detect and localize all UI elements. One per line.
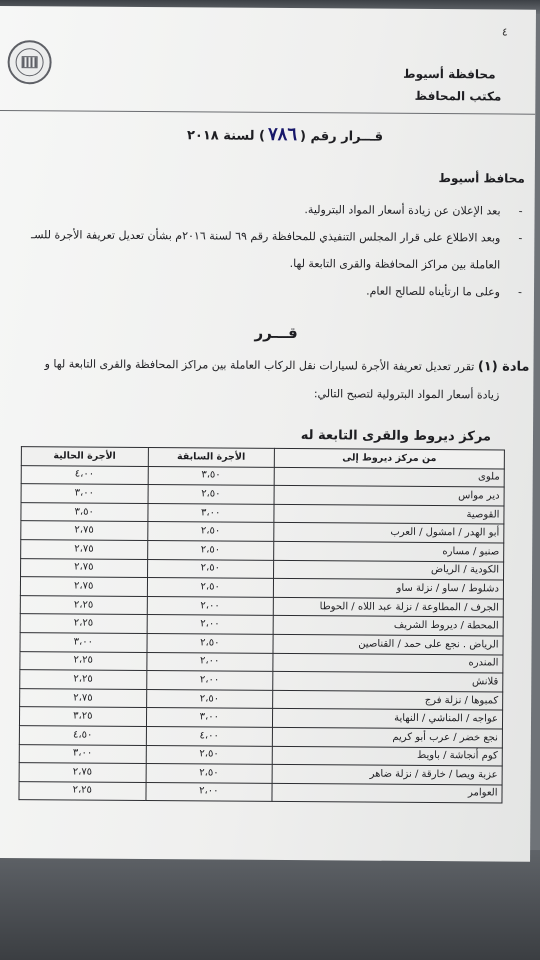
cell-current: ٤،٥٠ bbox=[19, 726, 146, 745]
cell-previous: ٣،٠٠ bbox=[146, 708, 273, 727]
cell-previous: ٢،٥٠ bbox=[146, 689, 273, 708]
cell-destination: عواجه / المناشي / النهاية bbox=[273, 709, 503, 729]
header-previous: الأجرة السابقة bbox=[148, 448, 275, 467]
cell-current: ٣،٥٠ bbox=[21, 502, 148, 521]
cell-previous: ٢،٠٠ bbox=[146, 652, 273, 671]
cell-destination: نجع خضر / عرب أبو كريم bbox=[272, 727, 502, 747]
cell-current: ٢،٧٥ bbox=[20, 688, 147, 707]
cell-previous: ٢،٠٠ bbox=[147, 596, 274, 615]
preamble-item: - بعد الإعلان عن زيادة أسعار المواد البترولية. bbox=[0, 200, 535, 219]
decision-number: ٧٨٦ bbox=[267, 123, 298, 146]
cell-current: ٢،٢٥ bbox=[19, 781, 146, 800]
cell-current: ٢،٧٥ bbox=[21, 558, 148, 577]
cell-destination: القوصية bbox=[274, 504, 504, 524]
governorate-seal-icon bbox=[7, 40, 51, 84]
article-1 bbox=[0, 356, 530, 402]
cell-current: ٢،٢٥ bbox=[20, 614, 147, 633]
fares-table bbox=[18, 446, 504, 804]
preamble-list bbox=[0, 200, 535, 312]
cell-current: ٣،٢٥ bbox=[19, 707, 146, 726]
header-office: مكتب المحافظ bbox=[414, 88, 502, 104]
cell-previous: ٣،٥٠ bbox=[148, 466, 275, 485]
cell-destination: العوامر bbox=[272, 783, 502, 803]
cell-previous: ٢،٠٠ bbox=[146, 671, 273, 690]
page-number: ٤ bbox=[501, 25, 508, 39]
cell-previous: ٢،٥٠ bbox=[147, 522, 274, 541]
governor-title: محافظ أسيوط bbox=[438, 171, 525, 186]
header-governorate: محافظة أسيوط bbox=[403, 66, 496, 82]
cell-destination: المندره bbox=[273, 653, 503, 673]
cell-current: ٢،٧٥ bbox=[19, 763, 146, 782]
cell-current: ٣،٠٠ bbox=[19, 744, 146, 763]
cell-current: ٢،٢٥ bbox=[20, 670, 147, 689]
header-divider bbox=[0, 110, 535, 115]
cell-destination: دير مواس bbox=[274, 486, 504, 506]
article-text: تقرر تعديل تعريفة الأجرة لسيارات نقل الركاب العاملة بين مراكز المحافظة والقرى التابعة لها و bbox=[44, 357, 478, 374]
cell-previous: ٢،٥٠ bbox=[147, 633, 274, 652]
article-text-continued: زيادة أسعار المواد البترولية لتصبح التالي: bbox=[313, 387, 500, 402]
document-sheet bbox=[0, 6, 536, 862]
cell-previous: ٢،٥٠ bbox=[147, 559, 274, 578]
cell-previous: ٢،٥٠ bbox=[147, 541, 274, 560]
table-body bbox=[19, 465, 504, 803]
article-label: مادة (١) bbox=[477, 359, 530, 375]
cell-previous: ٢،٥٠ bbox=[146, 764, 273, 783]
decision-title bbox=[187, 123, 383, 145]
cell-destination: صنبو / مساره bbox=[274, 541, 504, 561]
cell-destination: الرياض . نجع على حمد / القناصين bbox=[273, 634, 503, 654]
decision-suffix: ) لسنة ٢٠١٨ bbox=[186, 128, 266, 144]
preamble-item: - وبعد الاطلاع على قرار المجلس التنفيذي للمحافظة رقم ٦٩ لسنة ٢٠١٦م بشأن تعديل تعريفة الأجرة للسـ العاملة بين مراكز المحافظة والقرى التابعة لها. bbox=[0, 227, 534, 273]
cell-current: ٢،٧٥ bbox=[20, 577, 147, 596]
cell-destination: الكودية / الرياض bbox=[274, 560, 504, 580]
cell-destination: عزبة ويصا / خارقة / نزلة ضاهر bbox=[272, 765, 502, 785]
cell-destination: دشلوط / ساو / نزلة ساو bbox=[273, 579, 503, 599]
cell-current: ٢،٧٥ bbox=[21, 540, 148, 559]
cell-current: ٤،٠٠ bbox=[21, 465, 148, 484]
cell-previous: ٣،٠٠ bbox=[147, 503, 274, 522]
decision-prefix: قـــرار رقم ( bbox=[299, 129, 384, 145]
cell-previous: ٤،٠٠ bbox=[146, 726, 273, 745]
cell-current: ٢،٢٥ bbox=[20, 595, 147, 614]
cell-current: ٣،٠٠ bbox=[20, 633, 147, 652]
header-destination: من مركز ديروط إلى bbox=[274, 448, 504, 468]
cell-previous: ٢،٥٠ bbox=[147, 578, 274, 597]
cell-previous: ٢،٠٠ bbox=[147, 615, 274, 634]
cell-destination: ملوى bbox=[274, 467, 504, 487]
table-row bbox=[19, 781, 502, 803]
cell-destination: الجرف / المطاوعة / نزلة عبد اللاه / الحوطا bbox=[273, 597, 503, 617]
cell-current: ٣،٠٠ bbox=[21, 484, 148, 503]
decides-heading: قـــرر bbox=[254, 323, 298, 343]
cell-current: ٢،٢٥ bbox=[20, 651, 147, 670]
header-current: الأجرة الحالية bbox=[21, 447, 148, 466]
cell-destination: قلانش bbox=[273, 672, 503, 692]
table-title: مركز ديروط والقرى التابعة له bbox=[300, 428, 492, 445]
cell-destination: المحطة / ديروط الشريف bbox=[273, 616, 503, 636]
background-bottom bbox=[0, 850, 540, 960]
cell-destination: كوم أنجاشة / باويط bbox=[272, 746, 502, 766]
cell-current: ٢،٧٥ bbox=[21, 521, 148, 540]
cell-previous: ٢،٠٠ bbox=[145, 782, 272, 801]
cell-destination: كمبوها / نزلة فرج bbox=[273, 690, 503, 710]
preamble-item: - وعلى ما ارتأيناه للصالح العام. bbox=[0, 281, 534, 300]
cell-previous: ٢،٥٠ bbox=[146, 745, 273, 764]
cell-previous: ٢،٥٠ bbox=[148, 485, 275, 504]
cell-destination: أبو الهدر / امشول / العرب bbox=[274, 523, 504, 543]
